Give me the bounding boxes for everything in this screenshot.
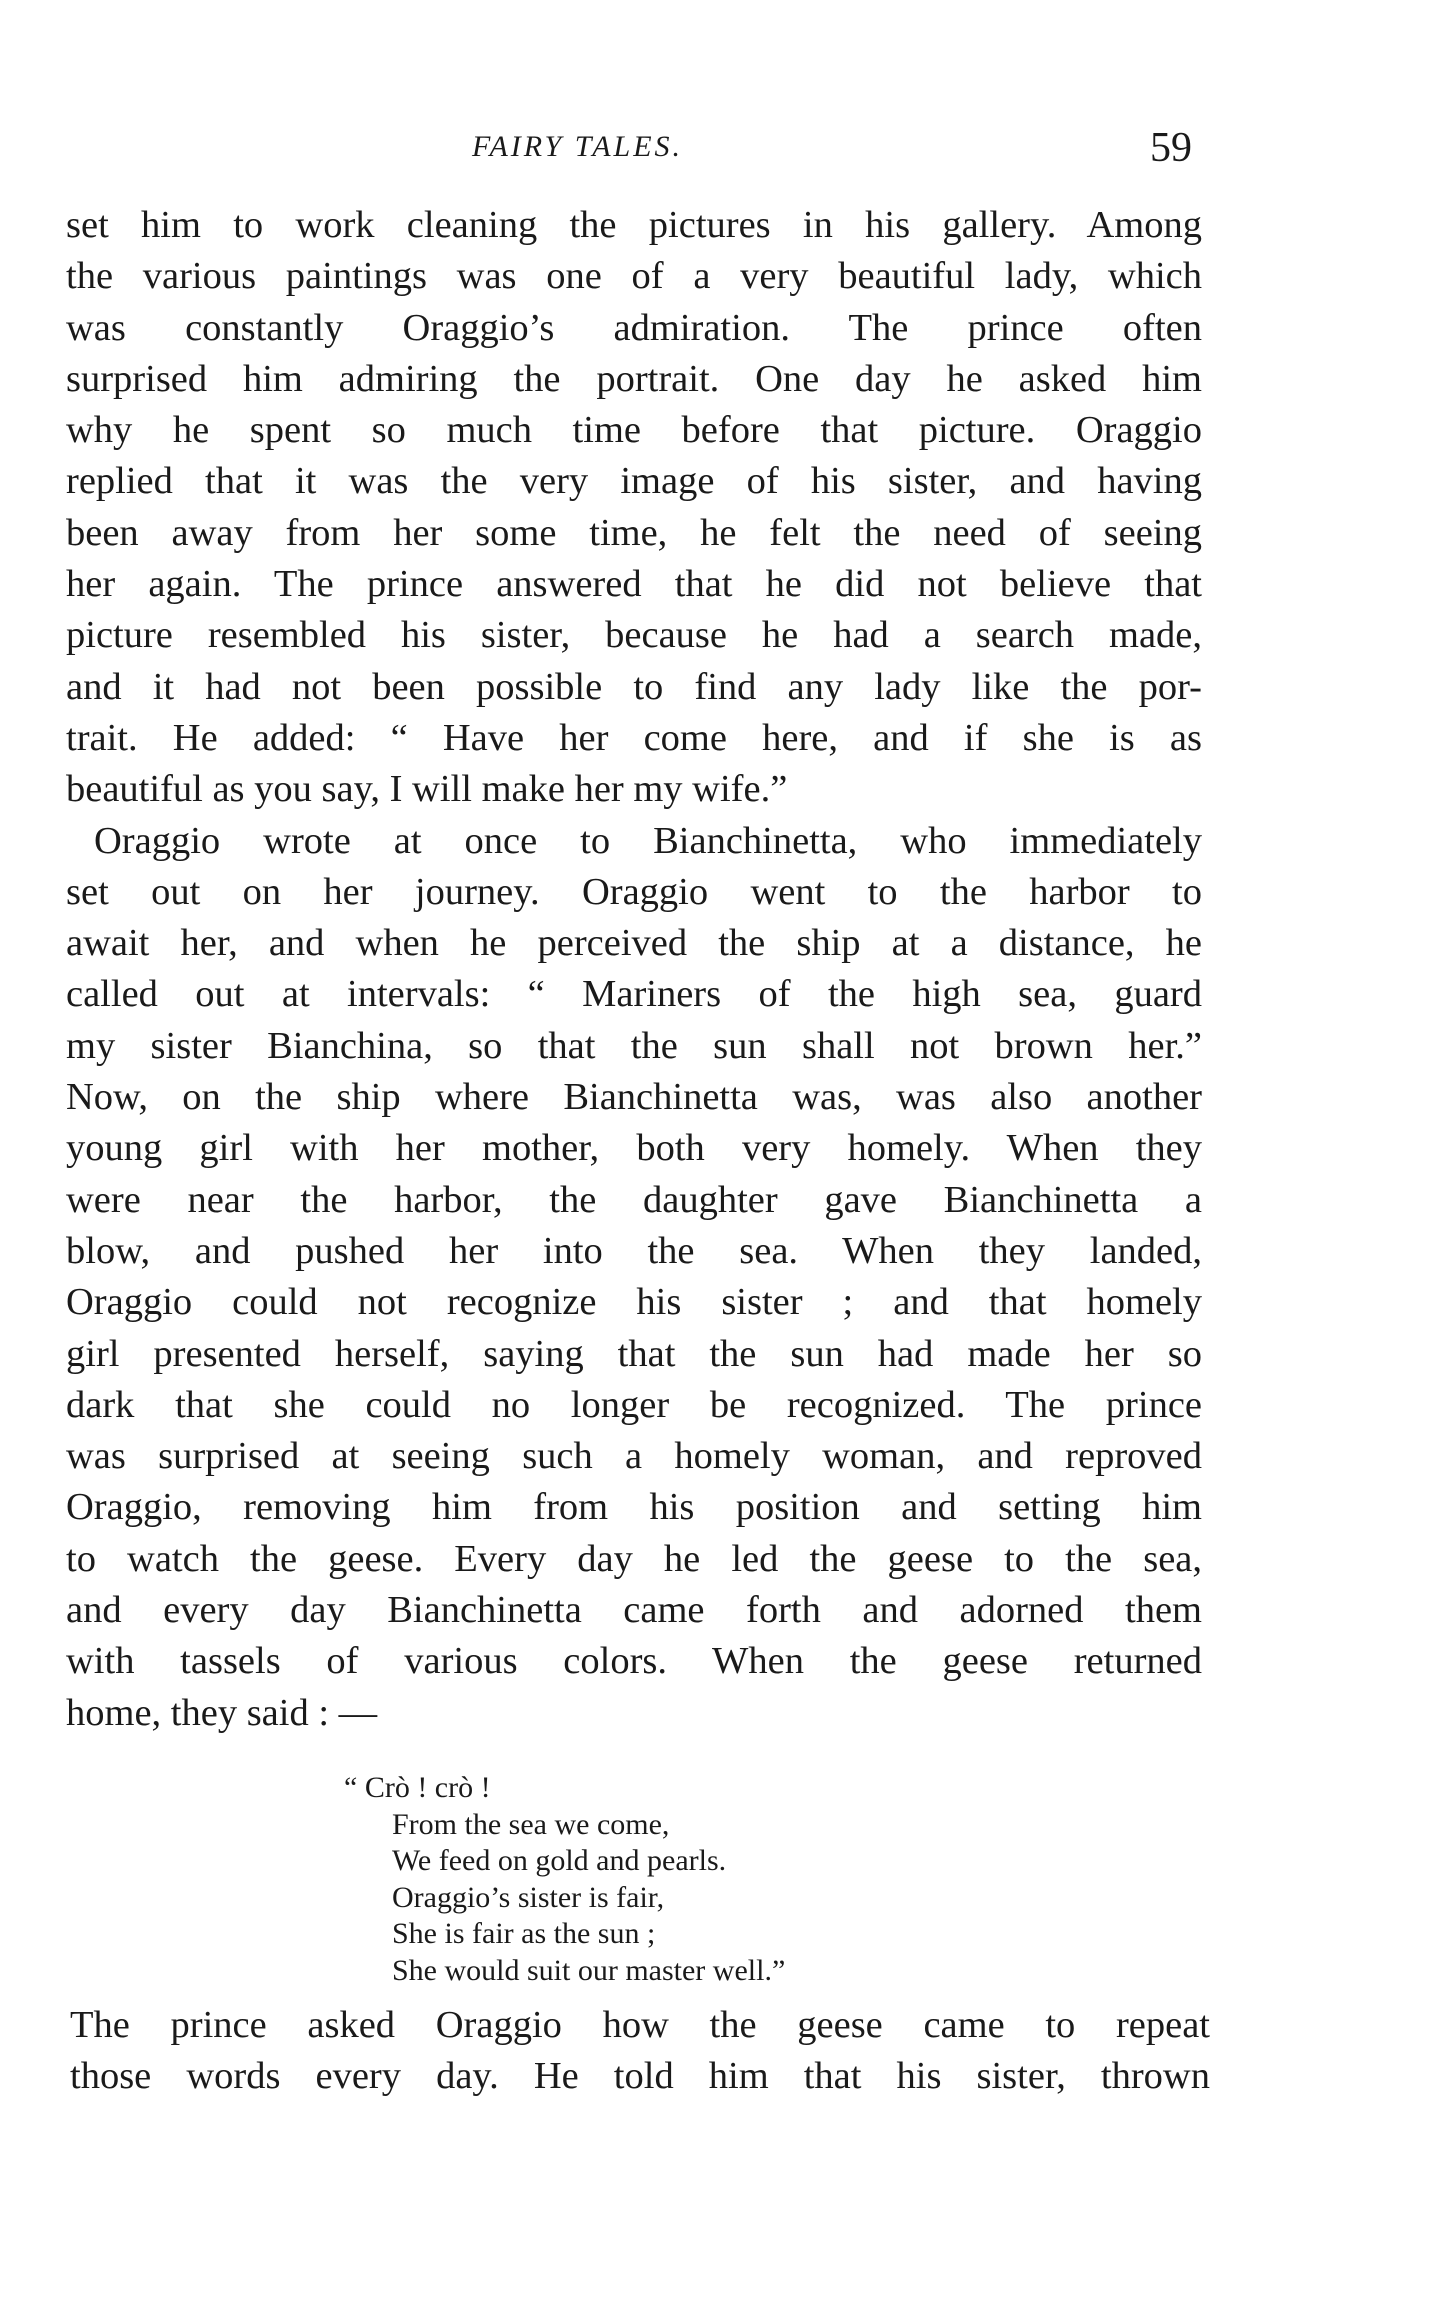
text-line: and every day Bianchinetta came forth and adorned them [66,1589,1202,1632]
text-line: were near the harbor, the daughter gave Bianchinetta a [66,1178,1202,1221]
text-line: was surprised at seeing such a homely woman, and reproved [66,1435,1202,1478]
text-line: beautiful as you say, I will make her my wife.” [66,768,788,811]
text-line: Oraggio could not recognize his sister ; and that homely [66,1281,1202,1324]
running-head [0,125,1441,180]
text-line: set out on her journey. Oraggio went to the harbor to [66,870,1202,913]
text-line: dark that she could no longer be recognized. The prince [66,1383,1202,1426]
text-line: to watch the geese. Every day he led the geese to the sea, [66,1537,1202,1580]
paragraph-1 [66,200,1202,816]
text-line: why he spent so much time before that picture. Oraggio [66,409,1202,452]
text-line: trait. He added: “ Have her come here, and if she is as [66,716,1202,759]
text-line: my sister Bianchina, so that the sun shall not brown her.” [66,1024,1202,1067]
text-line: surprised him admiring the portrait. One day he asked him [66,357,1202,400]
running-title: FAIRY TALES. [472,130,684,163]
text-line: those words every day. He told him that his sister, thrown [70,2055,1210,2098]
verse-line: Oraggio’s sister is fair, [392,1880,665,1914]
verse-block [344,1770,1044,1990]
text-line: home, they said : — [66,1691,378,1734]
text-line: girl presented herself, saying that the sun had made her so [66,1332,1202,1375]
verse-line: We feed on gold and pearls. [392,1844,727,1878]
text-line: The prince asked Oraggio how the geese came to repeat [70,2004,1210,2046]
verse-line: From the sea we come, [392,1807,670,1841]
text-line: blow, and pushed her into the sea. When they landed, [66,1229,1202,1272]
page-number: 59 [1150,125,1192,171]
text-line: young girl with her mother, both very homely. When they [66,1127,1202,1170]
text-line: Now, on the ship where Bianchinetta was, was also another [66,1076,1202,1119]
text-line: await her, and when he perceived the ship at a distance, he [66,922,1202,965]
text-line: called out at intervals: “ Mariners of the high sea, guard [66,973,1202,1016]
verse-line: “ Crò ! crò ! [344,1771,491,1804]
verse-line: She is fair as the sun ; [392,1917,656,1951]
closing-paragraph [70,2000,1210,2103]
paragraph-3 [70,2000,1210,2103]
verse-line: She would suit our master well.” [392,1953,786,1987]
text-line: set him to work cleaning the pictures in his gallery. Among [66,204,1202,246]
text-line: Oraggio, removing him from his position and setting him [66,1486,1202,1529]
text-line: with tassels of various colors. When the geese returned [66,1640,1202,1683]
text-line: her again. The prince answered that he did not believe that [66,563,1202,606]
text-line: been away from her some time, he felt the need of seeing [66,511,1202,554]
text-line: Oraggio wrote at once to Bianchinetta, who immediately [94,819,1202,862]
text-line: was constantly Oraggio’s admiration. The prince often [66,306,1202,349]
text-line: replied that it was the very image of his sister, and having [66,460,1202,503]
paragraph-2 [66,816,1202,1739]
text-line: and it had not been possible to find any lady like the por- [66,665,1202,708]
text-line: the various paintings was one of a very beautiful lady, which [66,255,1202,298]
body-text [66,200,1202,1739]
text-line: picture resembled his sister, because he had a search made, [66,614,1202,657]
